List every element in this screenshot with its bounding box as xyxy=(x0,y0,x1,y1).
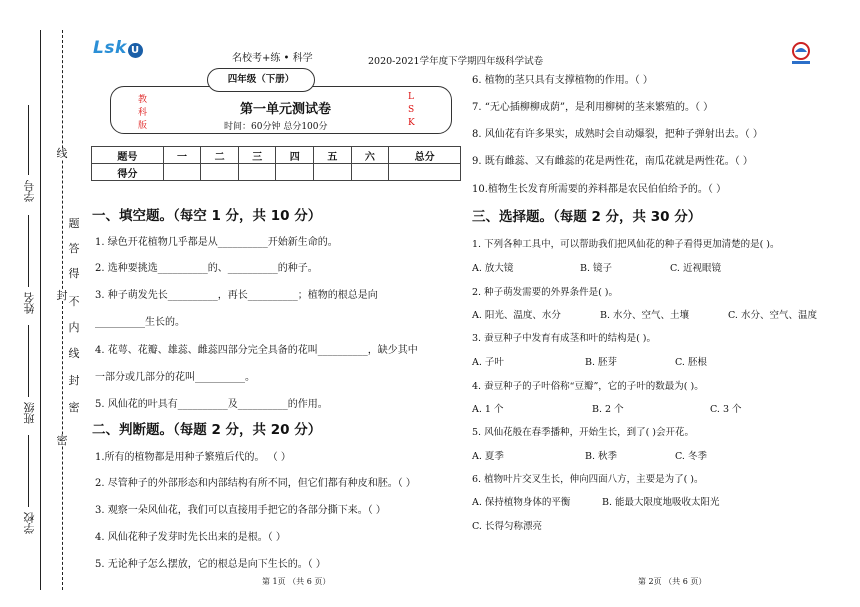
name-label: 姓名 xyxy=(23,292,36,314)
question-continued: 一部分或几部分的花叫__________。 xyxy=(95,372,255,383)
logo-badge-icon: U xyxy=(128,43,143,58)
table-cell: 五 xyxy=(314,147,352,164)
question: 8. 风仙花有许多果实，成熟时会自动爆裂，把种子弹射出去。（ ） xyxy=(472,129,763,140)
score-cell[interactable] xyxy=(276,164,314,181)
publisher-stamp-icon xyxy=(788,40,814,66)
class-label: 班级 xyxy=(23,402,36,424)
table-cell: 三 xyxy=(238,147,276,164)
table-cell: 四 xyxy=(276,147,314,164)
exam-title: 第一单元测试卷 xyxy=(240,102,332,117)
page-number-right: 第 2页 （共 6 页） xyxy=(638,577,707,586)
question: 7. “无心插柳柳成荫”，是利用柳树的茎来繁殖的。（ ） xyxy=(472,102,714,113)
question: 9. 既有雌蕊、又有雌蕊的花是两性花，南瓜花就是两性花。（ ） xyxy=(472,156,753,167)
question: 2. 种子萌发需要的外界条件是( )。 xyxy=(472,287,619,298)
section-title-multiple-choice: 三、选择题。（每题 2 分，共 30 分） xyxy=(472,209,702,225)
option[interactable]: A. 放大镜 xyxy=(472,263,514,274)
left-red-char: 教 xyxy=(138,95,148,105)
score-cell[interactable] xyxy=(201,164,239,181)
right-red-char: L xyxy=(408,92,414,102)
question: 10.植物生长发育所需要的养料都是农民伯伯给予的。（ ） xyxy=(472,184,727,195)
table-row xyxy=(92,147,461,164)
question: 1. 下列各种工具中，可以帮助我们把风仙花的种子看得更加清楚的是( )。 xyxy=(472,239,780,250)
option[interactable]: B. 镜子 xyxy=(580,263,613,274)
question: 1.所有的植物都是用种子繁殖后代的。 （ ） xyxy=(95,452,291,463)
option[interactable]: C. 冬季 xyxy=(675,451,707,462)
question: 4. 风仙花种子发芽时先长出来的是根。（ ） xyxy=(95,532,286,543)
score-cell[interactable] xyxy=(314,164,352,181)
question: 6. 植物的茎只具有支撑植物的作用。（ ） xyxy=(472,75,653,86)
option[interactable]: B. 胚芽 xyxy=(585,357,618,368)
student-id-field[interactable] xyxy=(28,105,29,175)
page-number-left: 第 1页 （共 6 页） xyxy=(262,577,331,586)
option[interactable]: C. 胚根 xyxy=(675,357,707,368)
option[interactable]: C. 长得匀称漂亮 xyxy=(472,521,542,532)
option[interactable]: C. 3 个 xyxy=(710,404,742,415)
warning-char: 封 xyxy=(68,374,80,387)
score-cell[interactable] xyxy=(389,164,461,181)
option[interactable]: B. 水分、空气、土壤 xyxy=(600,310,690,321)
question: 5. 无论种子怎么摆放，它的根总是向下生长的。（ ） xyxy=(95,559,326,570)
question: 3. 种子萌发先长__________，再长__________；植物的根总是向 xyxy=(95,290,378,301)
right-red-char: K xyxy=(408,118,415,128)
seal-char-xian: 线 xyxy=(56,147,68,160)
question: 2. 尽管种子的外部形态和内部结构有所不同，但它们都有种皮和胚。（ ） xyxy=(95,478,416,489)
option[interactable]: C. 近视眼镜 xyxy=(670,263,721,274)
question: 3. 蚕豆种子中发育有成茎和叶的结构是( )。 xyxy=(472,333,657,344)
score-cell[interactable] xyxy=(351,164,389,181)
warning-char: 内 xyxy=(68,321,80,334)
section-title-true-false: 二、判断题。（每题 2 分，共 20 分） xyxy=(92,422,322,438)
left-red-char: 版 xyxy=(138,121,148,131)
option[interactable]: C. 水分、空气、温度 xyxy=(728,310,817,321)
warning-char: 线 xyxy=(68,347,80,360)
score-cell[interactable] xyxy=(163,164,201,181)
table-cell: 得分 xyxy=(92,164,164,181)
table-cell: 六 xyxy=(351,147,389,164)
table-cell: 二 xyxy=(201,147,239,164)
year-title: 2020-2021学年度下学期四年级科学试卷 xyxy=(368,56,544,67)
left-red-char: 科 xyxy=(138,108,148,118)
question-continued: __________生长的。 xyxy=(95,317,185,328)
question: 6. 植物叶片交叉生长，伸向四面八方，主要是为了( )。 xyxy=(472,474,704,485)
option[interactable]: A. 1 个 xyxy=(472,404,504,415)
question: 2. 选种要挑选__________的、__________的种子。 xyxy=(95,263,318,274)
question: 3. 观察一朵风仙花，我们可以直接用手把它的各部分撕下来。（ ） xyxy=(95,505,386,516)
binding-line-dashed xyxy=(62,30,63,590)
option[interactable]: A. 保持植物身体的平衡 xyxy=(472,497,571,508)
warning-char: 答 xyxy=(68,242,80,255)
right-red-char: S xyxy=(408,105,415,115)
option[interactable]: A. 子叶 xyxy=(472,357,504,368)
option[interactable]: A. 阳光、温度、水分 xyxy=(472,310,561,321)
question: 4. 花萼、花瓣、雄蕊、雌蕊四部分完全具备的花叫__________，缺少其中 xyxy=(95,345,418,356)
score-table xyxy=(91,146,461,181)
question: 5. 风仙花的叶具有__________及__________的作用。 xyxy=(95,399,328,410)
option[interactable]: B. 秋季 xyxy=(585,451,618,462)
table-cell: 一 xyxy=(163,147,201,164)
question: 1. 绿色开花植物几乎都是从__________开始新生命的。 xyxy=(95,237,338,248)
warning-char: 密 xyxy=(68,401,80,414)
warning-char: 不 xyxy=(68,295,80,308)
section-title-fill-blank: 一、填空题。（每空 1 分，共 10 分） xyxy=(92,208,322,224)
seal-char-feng: 封 xyxy=(56,289,68,302)
grade-label: 四年级（下册） xyxy=(207,68,315,92)
option[interactable]: B. 能最大限度地吸收太阳光 xyxy=(602,497,720,508)
school-field[interactable] xyxy=(28,435,29,507)
time-score-info: 时间：60分钟 总分100分 xyxy=(224,122,328,132)
warning-char: 题 xyxy=(68,217,80,230)
table-cell: 总分 xyxy=(389,147,461,164)
warning-char: 得 xyxy=(68,267,80,280)
seal-char-mi: 密 xyxy=(56,434,68,447)
student-id-label: 学号 xyxy=(23,180,36,202)
lsk-logo: Lsk U xyxy=(93,38,143,58)
brand-name: 名校考+练 • 科学 xyxy=(232,53,313,64)
school-label: 学校 xyxy=(23,512,36,534)
score-cell[interactable] xyxy=(238,164,276,181)
option[interactable]: B. 2 个 xyxy=(592,404,624,415)
question: 5. 风仙花般在春季播种，开始生长，到了( )会开花。 xyxy=(472,427,695,438)
table-cell: 题号 xyxy=(92,147,164,164)
class-field[interactable] xyxy=(28,325,29,397)
table-row xyxy=(92,164,461,181)
binding-line-outer xyxy=(40,30,41,590)
name-field[interactable] xyxy=(28,215,29,287)
question: 4. 蚕豆种子的子叶俗称“豆瓣”，它的子叶的数最为( )。 xyxy=(472,381,704,392)
option[interactable]: A. 夏季 xyxy=(472,451,504,462)
